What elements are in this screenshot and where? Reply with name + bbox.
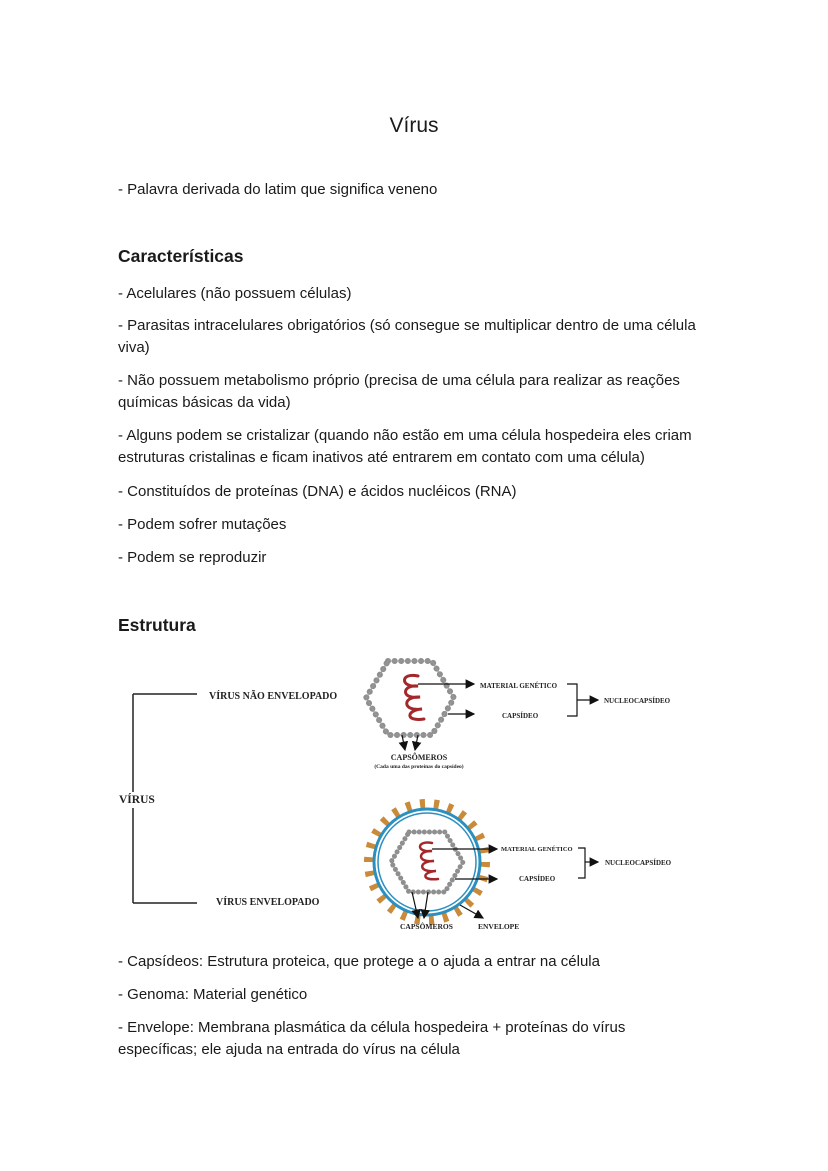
list-item: - Podem se reproduzir: [118, 549, 267, 566]
non-enveloped-virus-illustration: [366, 661, 454, 735]
enveloped-virus-illustration: [369, 804, 485, 920]
list-item: - Constituídos de proteínas (DNA) e ácidos nucléicos (RNA): [118, 483, 517, 500]
list-item: - Não possuem metabolismo próprio (precisa de uma célula para realizar as reações químicas básicas da vida): [118, 372, 680, 411]
non-enveloped-label: VÍRUS NÃO ENVELOPADO: [209, 691, 338, 702]
enveloped-label: VÍRUS ENVELOPADO: [216, 897, 320, 908]
list-item: - Genoma: Material genético: [118, 986, 308, 1003]
section-heading-caracteristicas: Características: [118, 246, 244, 266]
genome-icon: [405, 675, 425, 719]
enveloped-genetic-material-label: MATERIAL GENÉTICO: [501, 846, 573, 853]
list-item: - Envelope: Membrana plasmática da célula hospedeira + proteínas do vírus específicas; ele ajuda na entrada do vírus na célula: [118, 1019, 626, 1058]
non-enveloped-capsomeres-label: CAPSÔMEROS: [390, 753, 448, 762]
enveloped-capsomeres-label: CAPSÔMEROS: [400, 922, 453, 931]
enveloped-capsid-label: CAPSÍDEO: [519, 875, 556, 883]
enveloped-nucleocapsid-label: NUCLEOCAPSÍDEO: [605, 859, 672, 867]
non-enveloped-genetic-material-label: MATERIAL GENÉTICO: [480, 682, 558, 690]
non-enveloped-capsid-label: CAPSÍDEO: [502, 712, 539, 720]
diagram-root-label: VÍRUS: [119, 794, 155, 806]
list-item: - Parasitas intracelulares obrigatórios (só consegue se multiplicar dentro de uma célula viva): [118, 317, 696, 356]
virus-structure-diagram: [110, 650, 710, 940]
page-title: Vírus: [389, 114, 439, 138]
list-item: - Acelulares (não possuem células): [118, 285, 352, 302]
envelope-label: ENVELOPE: [478, 922, 520, 931]
capsomeres-note: (Cada uma das proteínas do capsídeo): [374, 764, 464, 770]
list-item: - Podem sofrer mutações: [118, 516, 287, 533]
list-item: - Capsídeos: Estrutura proteica, que protege a o ajuda a entrar na célula: [118, 953, 600, 970]
list-item: - Alguns podem se cristalizar (quando não estão em uma célula hospedeira eles criam estruturas cristalinas e ficam inativos até entrarem em contato com uma célula): [118, 427, 692, 466]
intro-text: - Palavra derivada do latim que significa veneno: [118, 181, 438, 198]
non-enveloped-nucleocapsid-label: NUCLEOCAPSÍDEO: [604, 697, 671, 705]
section-heading-estrutura: Estrutura: [118, 615, 196, 635]
